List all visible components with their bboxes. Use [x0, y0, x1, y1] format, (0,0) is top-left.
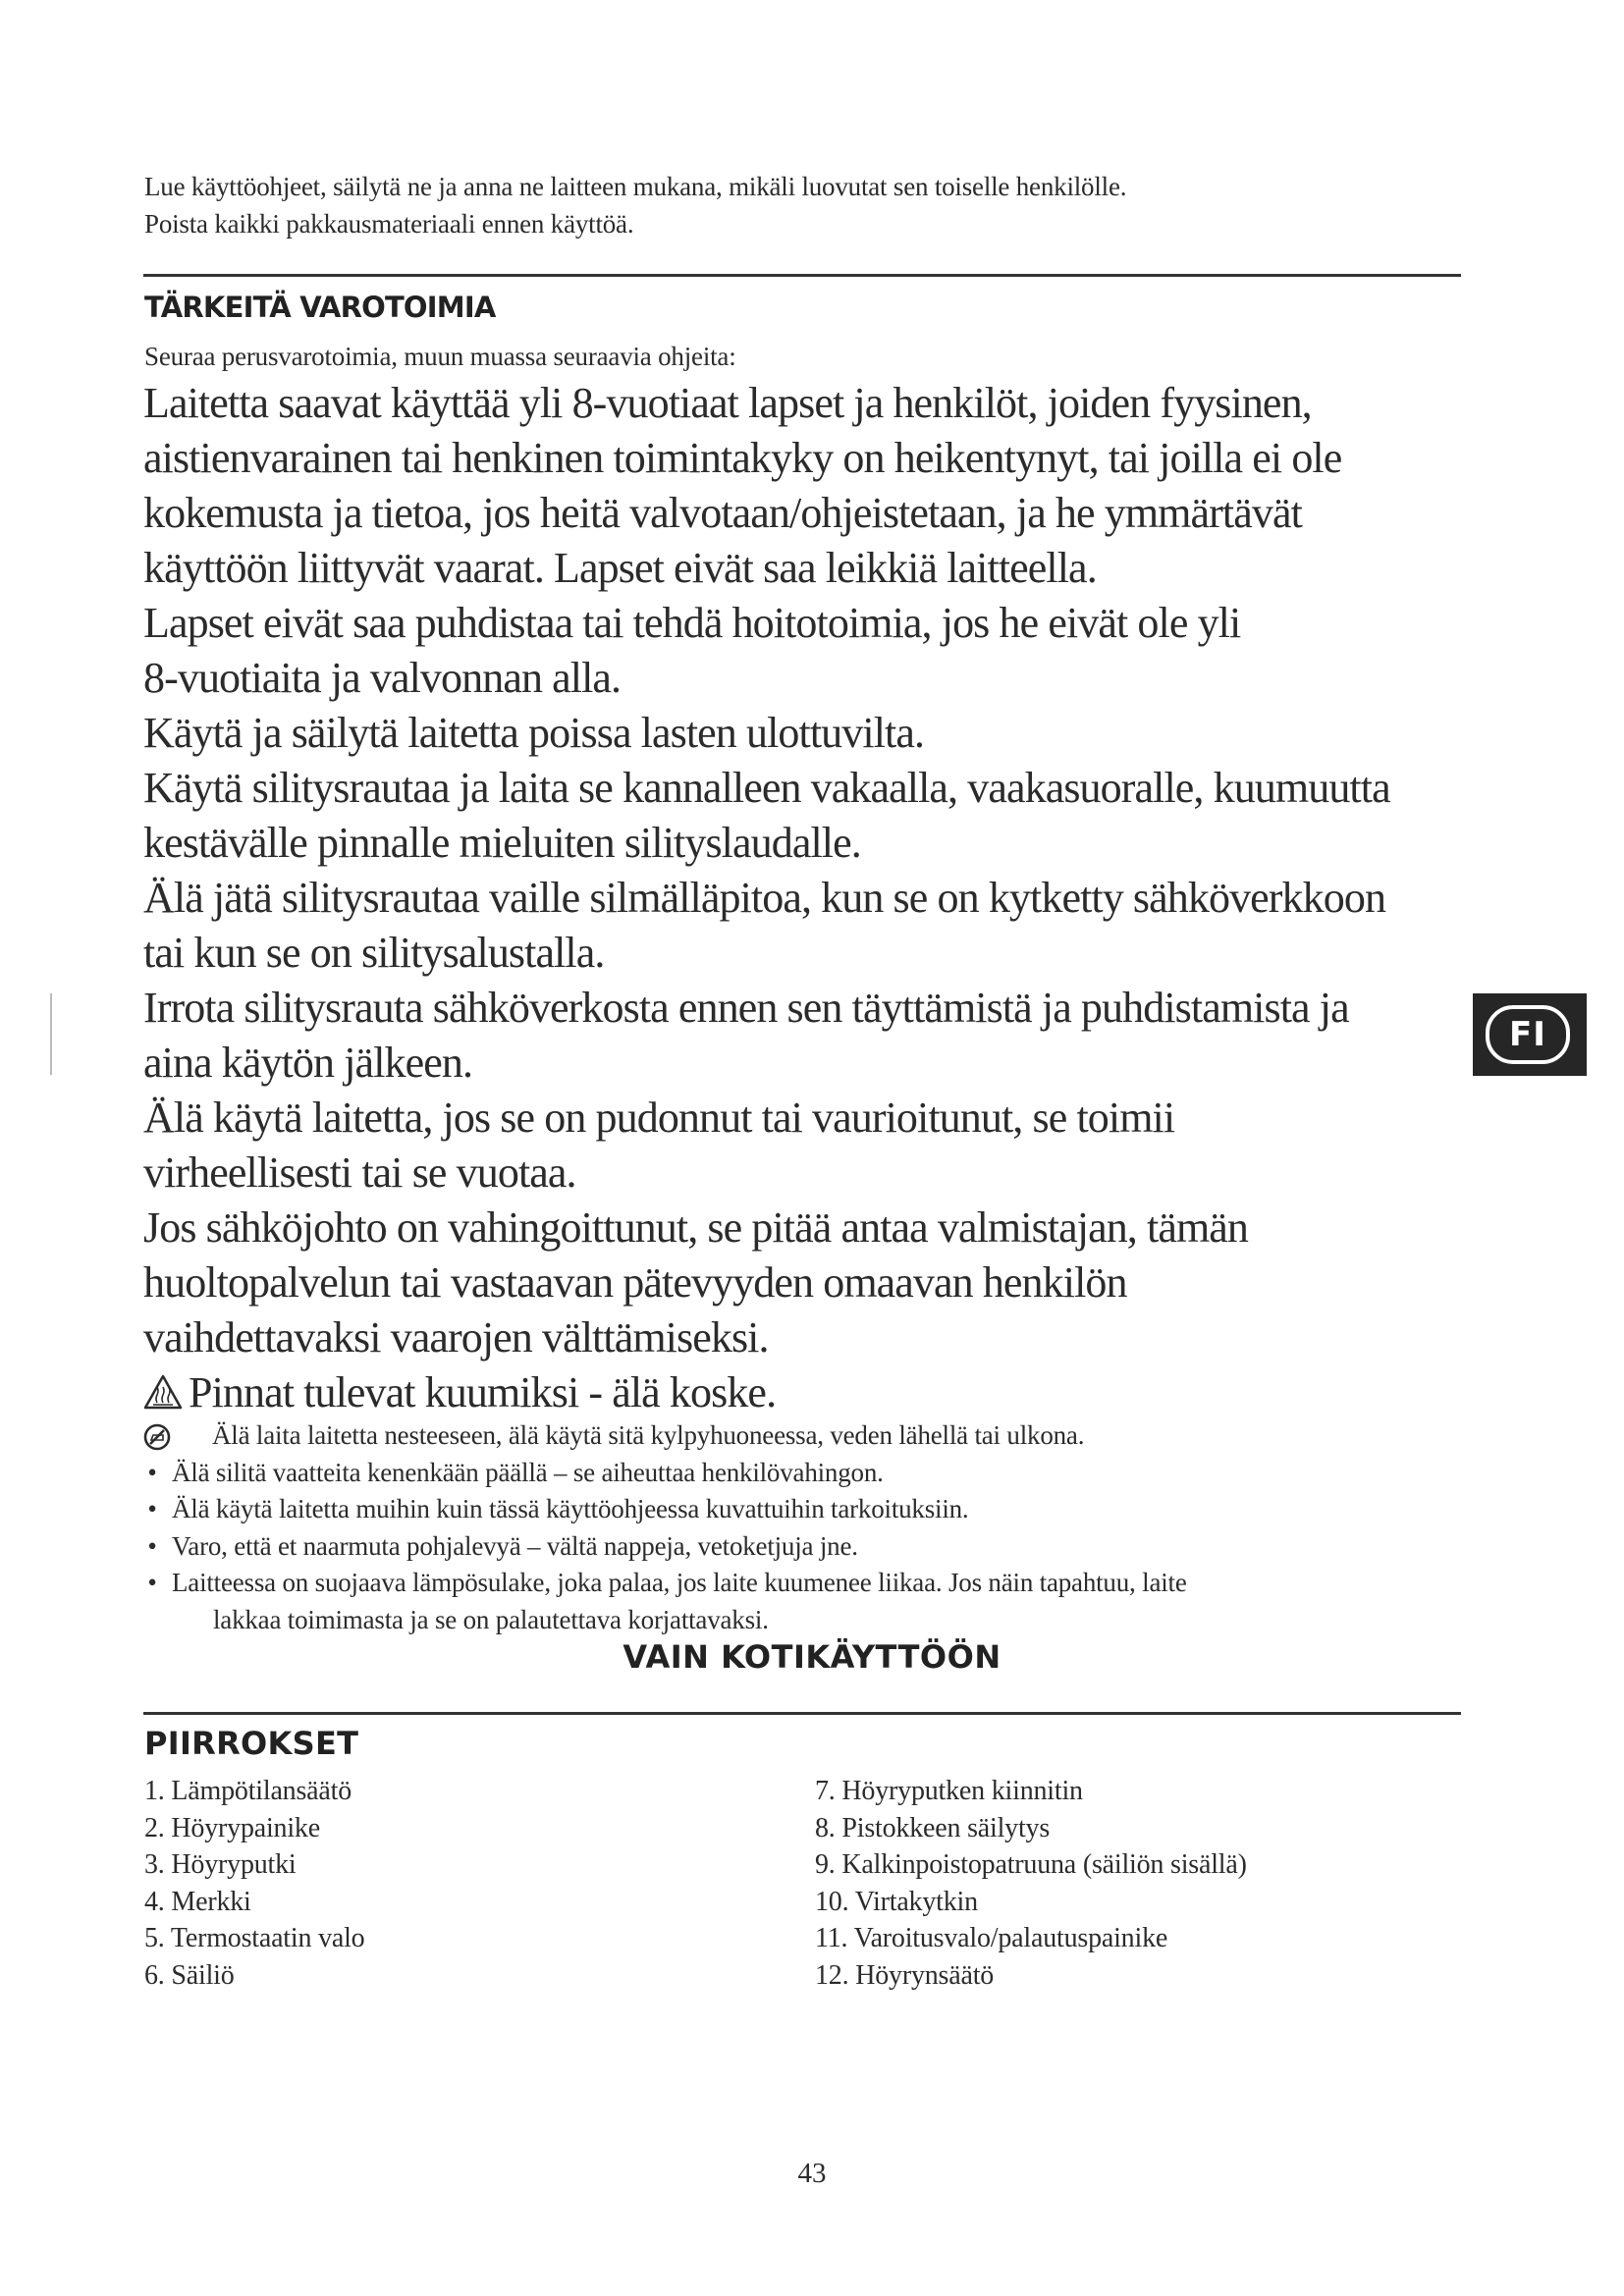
- part-item: 1. Lämpötilansäätö: [144, 1776, 352, 1806]
- warning-line: Älä jätä silitysrautaa vaille silmälläpitoa, kun se on kytketty sähköverkkoon: [143, 874, 1386, 922]
- safety-warnings-small: [142, 1417, 1458, 1638]
- warning-line: Irrota silitysrauta sähköverkosta ennen sen täyttämistä ja puhdistamista ja: [143, 984, 1349, 1032]
- language-badge: FI: [1486, 1005, 1570, 1064]
- part-item: 4. Merkki: [144, 1886, 251, 1917]
- bullet: •: [147, 1494, 157, 1523]
- language-tab: [1473, 993, 1587, 1076]
- safety-lead: Seuraa perusvarotoimia, muun muassa seuraavia ohjeita:: [144, 342, 736, 371]
- list-item: [142, 1491, 1458, 1528]
- warning-line: kokemusta ja tietoa, jos heitä valvotaan/ohjeistetaan, ja he ymmärtävät: [143, 489, 1302, 537]
- bullet: •: [147, 1530, 157, 1561]
- warning-line: Jos sähköjohto on vahingoittunut, se pitää antaa valmistajan, tämän: [143, 1203, 1249, 1252]
- warning-line: Käytä silitysrautaa ja laita se kannalleen vakaalla, vaakasuoralle, kuumuutta: [143, 764, 1390, 812]
- part-item: 11. Varoitusvalo/palautuspainike: [815, 1923, 1168, 1953]
- hot-surface-warning: [143, 1365, 1479, 1420]
- intro-text: [144, 168, 1470, 242]
- warning-line: käyttöön liittyvät vaarat. Lapset eivät saa leikkiä laitteella.: [143, 544, 1097, 592]
- warning-line: Laitetta saavat käyttää yli 8-vuotiaat lapset ja henkilöt, joiden fyysinen,: [143, 379, 1312, 427]
- warning-line: virheellisesti tai se vuotaa.: [143, 1148, 576, 1197]
- safety-warnings-large: [143, 376, 1479, 1420]
- list-item: [142, 1455, 1458, 1492]
- warning-line: kestävälle pinnalle mieluiten silityslaudalle.: [143, 819, 861, 867]
- warning-line: Älä käytä laitetta, jos se on pudonnut tai vaurioitunut, se toimii: [143, 1094, 1175, 1142]
- margin-mark: [50, 993, 52, 1075]
- warning-line: 8-vuotiaita ja valvonnan alla.: [143, 654, 622, 702]
- warning-line: huoltopalvelun tai vastaavan pätevyyden omaavan henkilön: [143, 1258, 1127, 1307]
- part-item: 7. Höyryputken kiinnitin: [815, 1776, 1083, 1806]
- page-number: 43: [797, 2158, 827, 2189]
- warning-line: Lapset eivät saa puhdistaa tai tehdä hoitotoimia, jos he eivät ole yli: [143, 599, 1241, 647]
- list-item-continuation: lakkaa toimimasta ja se on palautettava korjattavaksi.: [213, 1604, 769, 1634]
- list-item-text: Laitteessa on suojaava lämpösulake, joka palaa, jos laite kuumenee liikaa. Jos näin tapahtuu, laite: [172, 1568, 1187, 1597]
- warning-line: vaihdettavaksi vaarojen välttämiseksi.: [143, 1313, 769, 1362]
- home-use-notice: VAIN KOTIKÄYTTÖÖN: [623, 1638, 1001, 1676]
- divider: [143, 274, 1461, 277]
- warning-line: Käytä ja säilytä laitetta poissa lasten ulottuvilta.: [143, 709, 925, 757]
- no-water-warning: [142, 1417, 1458, 1455]
- list-item: [142, 1565, 1458, 1602]
- no-bathroom-icon: [142, 1422, 176, 1452]
- hot-surface-icon: [143, 1374, 183, 1410]
- divider: [143, 1712, 1461, 1715]
- part-item: 9. Kalkinpoistopatruuna (säiliön sisällä): [815, 1849, 1247, 1880]
- list-item-text: Älä silitä vaatteita kenenkään päällä – se aiheuttaa henkilövahingon.: [172, 1457, 884, 1487]
- warning-line: tai kun se on silitysalustalla.: [143, 929, 605, 977]
- list-item-text: Varo, että et naarmuta pohjalevyä – vältä nappeja, vetoketjuja jne.: [172, 1530, 858, 1561]
- hot-surface-text: Pinnat tulevat kuumiksi - älä koske.: [189, 1368, 777, 1416]
- part-item: 10. Virtakytkin: [815, 1886, 978, 1917]
- warning-line: aistienvarainen tai henkinen toimintakyky on heikentynyt, tai joilla ei ole: [143, 434, 1342, 482]
- parts-list-left: [144, 1773, 364, 1994]
- parts-heading: PIIRROKSET: [144, 1725, 359, 1762]
- part-item: 12. Höyrynsäätö: [815, 1959, 995, 1991]
- parts-list-right: [815, 1773, 1247, 1994]
- part-item: 5. Termostaatin valo: [144, 1923, 365, 1953]
- intro-line: Lue käyttöohjeet, säilytä ne ja anna ne laitteen mukana, mikäli luovutat sen toiselle henkilölle.: [144, 172, 1127, 201]
- intro-line: Poista kaikki pakkausmateriaali ennen käyttöä.: [144, 209, 634, 239]
- safety-heading: TÄRKEITÄ VAROTOIMIA: [144, 291, 496, 324]
- no-water-text: Älä laita laitetta nesteeseen, älä käytä sitä kylpyhuoneessa, veden lähellä tai ulkona.: [212, 1420, 1085, 1450]
- bullet: •: [147, 1457, 157, 1487]
- bullet: •: [147, 1568, 157, 1597]
- list-item-text: Älä käytä laitetta muihin kuin tässä käyttöohjeessa kuvattuihin tarkoituksiin.: [172, 1494, 969, 1523]
- warning-line: aina käytön jälkeen.: [143, 1039, 473, 1087]
- part-item: 3. Höyryputki: [144, 1849, 297, 1880]
- part-item: 6. Säiliö: [144, 1959, 235, 1991]
- list-item: [142, 1528, 1458, 1566]
- part-item: 2. Höyrypainike: [144, 1812, 320, 1843]
- part-item: 8. Pistokkeen säilytys: [815, 1812, 1051, 1843]
